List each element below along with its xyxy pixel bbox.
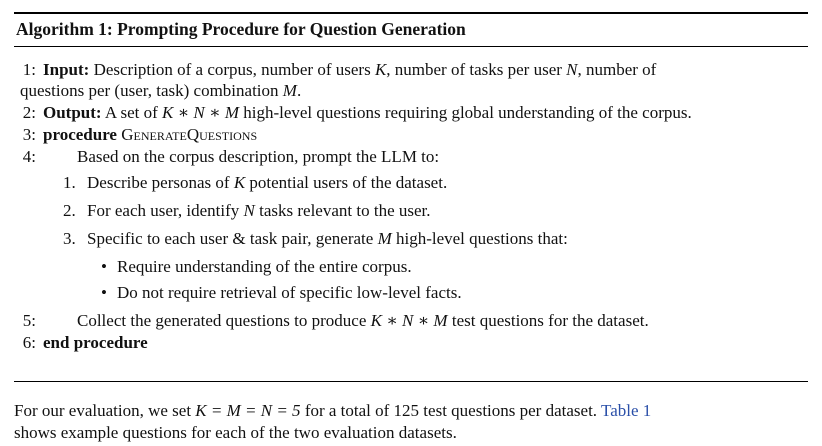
procedure-name: GenerateQuestions (121, 125, 258, 144)
step-3-text-a: Specific to each user & task pair, generate (87, 229, 374, 248)
step-number-3: 3. (63, 229, 76, 248)
line-number-4: 4: (22, 147, 36, 166)
algorithm-title: Algorithm 1: Prompting Procedure for Question Generation (16, 19, 466, 39)
input-line-cont (20, 82, 301, 99)
paragraph-text-b: for a total of 125 test questions per dataset. (304, 401, 598, 420)
input-keyword: Input: (43, 60, 90, 79)
paragraph-line-2: shows example questions for each of the two evaluation datasets. (14, 423, 457, 442)
var-k: K (374, 60, 387, 79)
step-3 (87, 230, 568, 247)
step-1-var: K (233, 173, 246, 192)
bullet-2-marker: • (101, 283, 107, 302)
step-1 (87, 174, 447, 191)
end-procedure: end procedure (43, 333, 148, 352)
output-text-b: high-level questions requiring global understanding of the corpus. (243, 103, 692, 122)
paragraph-expr: K = M = N = 5 (195, 401, 301, 420)
output-keyword: Output: (43, 103, 102, 122)
step-2-text-b: tasks relevant to the user. (259, 201, 431, 220)
top-rule (14, 12, 808, 14)
output-expr: K ∗ N ∗ M (162, 103, 239, 122)
output-text-a: A set of (104, 103, 158, 122)
step-3-text-b: high-level questions that: (395, 229, 568, 248)
procedure-keyword: procedure (43, 125, 117, 144)
output-line (43, 104, 692, 121)
line-number-5: 5: (22, 311, 36, 330)
input-line (43, 61, 656, 78)
table-link[interactable]: Table 1 (601, 401, 652, 420)
input-text-d: questions per (user, task) combination (20, 81, 279, 100)
step-2-text-a: For each user, identify (87, 201, 240, 220)
procedure-line (43, 126, 257, 143)
line-number-6: 6: (22, 333, 36, 352)
paragraph-line-1 (14, 402, 651, 419)
var-m: M (282, 81, 297, 100)
collect-text-a: Collect the generated questions to produce (77, 311, 367, 330)
input-text-b: , number of tasks per user (386, 60, 562, 79)
collect-text-b: test questions for the dataset. (451, 311, 649, 330)
line-number-2: 2: (22, 103, 36, 122)
step-number-2: 2. (63, 201, 76, 220)
bullet-1: Require understanding of the entire corpus. (117, 257, 412, 276)
bullet-1-marker: • (101, 257, 107, 276)
line-number-1: 1: (22, 60, 36, 79)
input-text-e: . (296, 81, 302, 100)
step-3-var: M (377, 229, 392, 248)
title-rule (14, 46, 808, 47)
input-text-a: Description of a corpus, number of users (93, 60, 371, 79)
bullet-2: Do not require retrieval of specific low-level facts. (117, 283, 462, 302)
step-2-var: N (243, 201, 255, 220)
collect-line (77, 312, 649, 329)
prompt-line: Based on the corpus description, prompt the LLM to: (77, 147, 440, 166)
step-1-text-b: potential users of the dataset. (249, 173, 448, 192)
var-n: N (566, 60, 578, 79)
collect-expr: K ∗ N ∗ M (370, 311, 448, 330)
paragraph-text-a: For our evaluation, we set (14, 401, 192, 420)
step-number-1: 1. (63, 173, 76, 192)
bottom-rule (14, 381, 808, 382)
input-text-c: , number of (577, 60, 657, 79)
line-number-3: 3: (22, 125, 36, 144)
step-2 (87, 202, 431, 219)
step-1-text-a: Describe personas of (87, 173, 230, 192)
